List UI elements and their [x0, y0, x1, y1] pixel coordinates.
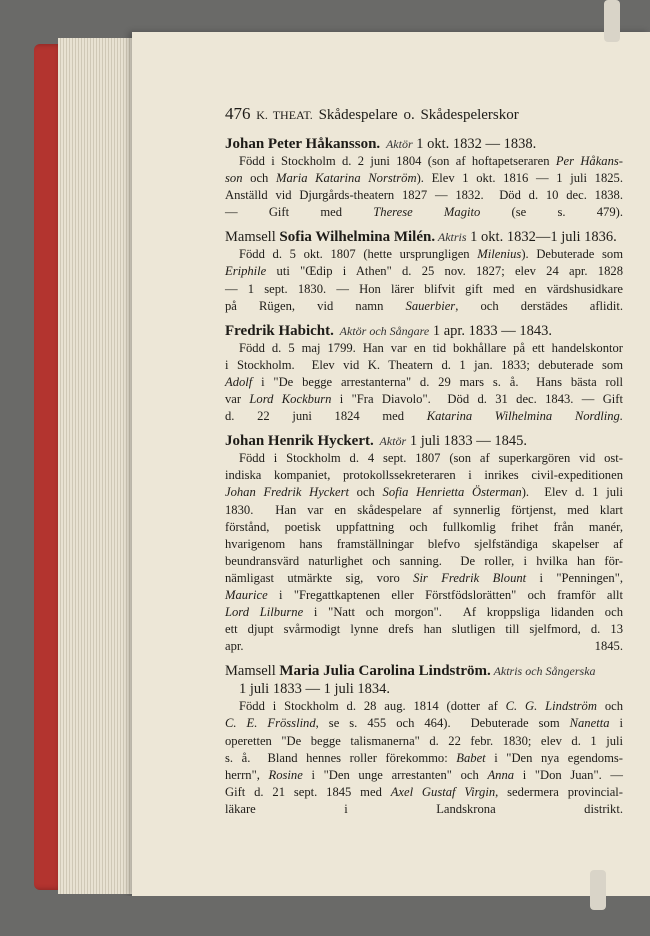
body-text: uti "Œdip i Athen" d. 25 nov. 1827; elev 24 apr. 1828 [266, 264, 623, 279]
entry-heading [225, 322, 623, 340]
body-text: nämligast utmärkte sig, voro [225, 570, 414, 585]
body-line [225, 587, 623, 604]
body-text: i "De begge arrestanterna" d. 29 mars s. å. Hans bästa roll [252, 374, 623, 389]
biography-entry [225, 432, 623, 655]
body-text: ). Elev 1 okt. 1816 — 1 juli 1825. [416, 171, 623, 186]
body-line [225, 170, 623, 187]
italic-text: Nanetta [569, 716, 610, 731]
body-text: d. 22 juni 1824 med [225, 409, 427, 424]
biography-entry [225, 135, 623, 221]
body-text: , se s. 455 och 464). Debuterade som [315, 716, 570, 731]
body-text: i "Penningen", [526, 570, 623, 585]
body-line [225, 467, 623, 484]
body-text: ett djupt svårmodigt lynne drefs han slutligen till sjelfmord, d. 13 [225, 622, 623, 637]
heading-text: 1 okt. 1832 — 1838. [412, 136, 537, 152]
body-line [225, 357, 623, 374]
section-label: K. THEAT. [256, 108, 313, 122]
body-line [225, 246, 623, 263]
page-number: 476 [225, 104, 251, 123]
body-text: hvarigenom hans framställningar blefvo sjelfständiga skapelser af [225, 536, 623, 551]
body-line [225, 187, 623, 204]
body-line [225, 502, 623, 519]
italic-text: Babet [456, 750, 486, 765]
role-title: Aktris [435, 230, 467, 245]
body-text: Anställd vid Djurgårds-theatern 1827 — 1832. Död d. 10 dec. 1838. [225, 188, 623, 203]
body-text: — 1 sept. 1830. — Hon lärer blifvit gift med en värdshusidkare [225, 281, 623, 296]
entry-heading [225, 680, 623, 698]
body-text: ). Elev d. 1 juli [521, 485, 623, 500]
background-bottom [0, 896, 650, 936]
biography-entry [225, 322, 623, 425]
body-line [225, 767, 623, 784]
body-text: Född i Stockholm d. 4 sept. 1807 (son af superkargören vid ost- [239, 451, 623, 466]
body-line [225, 801, 623, 818]
italic-text: Rosine [268, 767, 303, 782]
entry-heading [225, 135, 623, 153]
body-line [225, 733, 623, 750]
body-text: 1830. Han var en skådespelare af synnerlig förtjenst, med klart [225, 502, 623, 517]
role-title: Aktör [373, 434, 407, 449]
body-text: på Rügen, vid namn [225, 298, 406, 313]
italic-text: Milenius [477, 247, 522, 262]
role-title: Aktör [380, 137, 413, 151]
italic-text: Sir Fredrik Blount [413, 570, 527, 585]
body-text: apr. 1845. [225, 639, 623, 654]
body-text: Född d. 5 maj 1799. Han var en tid bokhållare på ett handelskontor [239, 340, 623, 355]
body-text: i "Fregattkaptenen eller Förstfödslorätten" och framför allt [267, 587, 623, 602]
heading-text: 1 juli 1833 — 1 juli 1834. [239, 681, 391, 698]
heading-text: 1 okt. 1832—1 juli 1836. [466, 229, 617, 246]
body-line [225, 204, 623, 221]
italic-text: Johan Fredrik Hyckert [225, 485, 349, 500]
body-line [225, 450, 623, 467]
italic-text: Maria Katarina Norström [276, 171, 417, 186]
entry-heading [225, 662, 623, 680]
body-line [225, 484, 623, 501]
bookmark-tab-top [604, 0, 620, 42]
body-line [225, 638, 623, 655]
body-text: i "Fra Diavolo". Död d. 31 dec. 1843. — Gift [331, 392, 623, 407]
body-text: läkare i Landskrona distrikt. [225, 801, 623, 816]
entry-heading [225, 432, 623, 450]
body-line [225, 519, 623, 536]
body-text: och [242, 171, 276, 186]
body-text: indiska kompaniet, protokollssekreteraren i inrikes civil-expeditionen [225, 468, 623, 483]
italic-text: Axel Gustaf Virgin [390, 784, 496, 799]
bookmark-tab-bottom [590, 870, 606, 910]
italic-text: Katarina Wilhelmina Nordling. [426, 409, 623, 424]
body-text: var [225, 392, 250, 407]
heading-text: 1 apr. 1833 — 1843. [429, 322, 553, 339]
body-text: , och derstädes aflidit. [455, 298, 623, 313]
biography-entry [225, 228, 623, 314]
body-line [225, 570, 623, 587]
body-line [225, 715, 623, 732]
body-line [225, 553, 623, 570]
body-text: Född d. 5 okt. 1807 (hette ursprungligen [239, 247, 478, 262]
italic-text: Eriphile [225, 264, 267, 279]
body-line [225, 750, 623, 767]
italic-text: son [225, 171, 243, 186]
italic-text: Sauerbier [405, 298, 456, 313]
person-name: Fredrik Habicht. [225, 322, 334, 339]
body-text: i "Den unge arrestanten" och [302, 767, 488, 782]
body-text: beundransvärd naturlighet och sanning. De roller, i hvilka han för- [225, 553, 623, 568]
body-line [225, 621, 623, 638]
person-name: Maria Julia Carolina Lindström. [279, 663, 491, 680]
italic-text: Lord Kockburn [249, 392, 332, 407]
body-line [225, 536, 623, 553]
body-text: herrn", [225, 767, 269, 782]
entry-list [225, 135, 623, 818]
body-line [225, 391, 623, 408]
body-text: Född i Stockholm d. 28 aug. 1814 (dotter af [239, 699, 506, 714]
body-text: i "Den nya egendoms- [485, 750, 623, 765]
italic-text: Per Håkans- [555, 154, 623, 168]
body-line [225, 408, 623, 425]
person-name: Johan Peter Håkansson. [225, 136, 381, 152]
body-text: i "Don Juan". — [514, 767, 623, 782]
running-header [225, 104, 623, 128]
body-text: Gift d. 21 sept. 1845 med [225, 784, 391, 799]
heading-text: Mamsell [225, 663, 280, 680]
biography-entry [225, 662, 623, 818]
body-line [225, 298, 623, 315]
body-line [225, 340, 623, 357]
body-line [225, 374, 623, 391]
body-text: och [596, 699, 623, 714]
body-line [225, 281, 623, 298]
body-text: (se s. 479). [480, 205, 623, 220]
person-name: Johan Henrik Hyckert. [225, 433, 374, 450]
body-text: i "Natt och morgon". Af kroppsliga lidanden och [303, 605, 623, 620]
body-text: och [348, 485, 383, 500]
body-text: Född i Stockholm d. 2 juni 1804 (son af hoftapetseraren [239, 154, 556, 168]
person-name: Sofia Wilhelmina Milén. [279, 229, 436, 246]
heading-text: 1 juli 1833 — 1845. [406, 433, 528, 450]
body-text: i Stockholm. Elev vid K. Theatern d. 1 jan. 1833; debuterade som [225, 357, 623, 372]
page-content [225, 104, 623, 818]
heading-text: Mamsell [225, 229, 280, 246]
body-line [225, 153, 623, 170]
italic-text: Sofia Henrietta Österman [382, 485, 522, 500]
body-text: , sedermera provincial- [495, 784, 623, 799]
body-line [225, 263, 623, 280]
body-text: ). Debuterade som [521, 247, 624, 262]
body-line [225, 784, 623, 801]
body-text: förstånd, poetisk uppfattning och fullkomlig frihet från manér, [225, 519, 623, 534]
italic-text: Maurice [225, 587, 268, 602]
body-text: s. å. Bland hennes roller förekommo: [225, 750, 457, 765]
italic-text: Adolf [225, 374, 253, 389]
italic-text: Therese Magito [373, 205, 481, 220]
italic-text: C. E. Frösslind [225, 716, 316, 731]
header-title: Skådespelare o. Skådespelerskor [318, 107, 519, 123]
italic-text: Lord Lilburne [225, 605, 304, 620]
body-line [225, 604, 623, 621]
role-title: Aktör och Sångare [333, 323, 430, 338]
body-text: i [609, 716, 623, 731]
body-line [225, 698, 623, 715]
page-stack [58, 38, 138, 894]
entry-heading [225, 228, 623, 246]
body-text: operetten "De begge talismanerna" d. 22 febr. 1830; elev d. 1 juli [225, 733, 623, 748]
italic-text: Anna [487, 767, 515, 782]
role-title: Aktris och Sångerska [490, 664, 596, 679]
body-text: — Gift med [225, 205, 374, 220]
italic-text: C. G. Lindström [505, 699, 597, 714]
